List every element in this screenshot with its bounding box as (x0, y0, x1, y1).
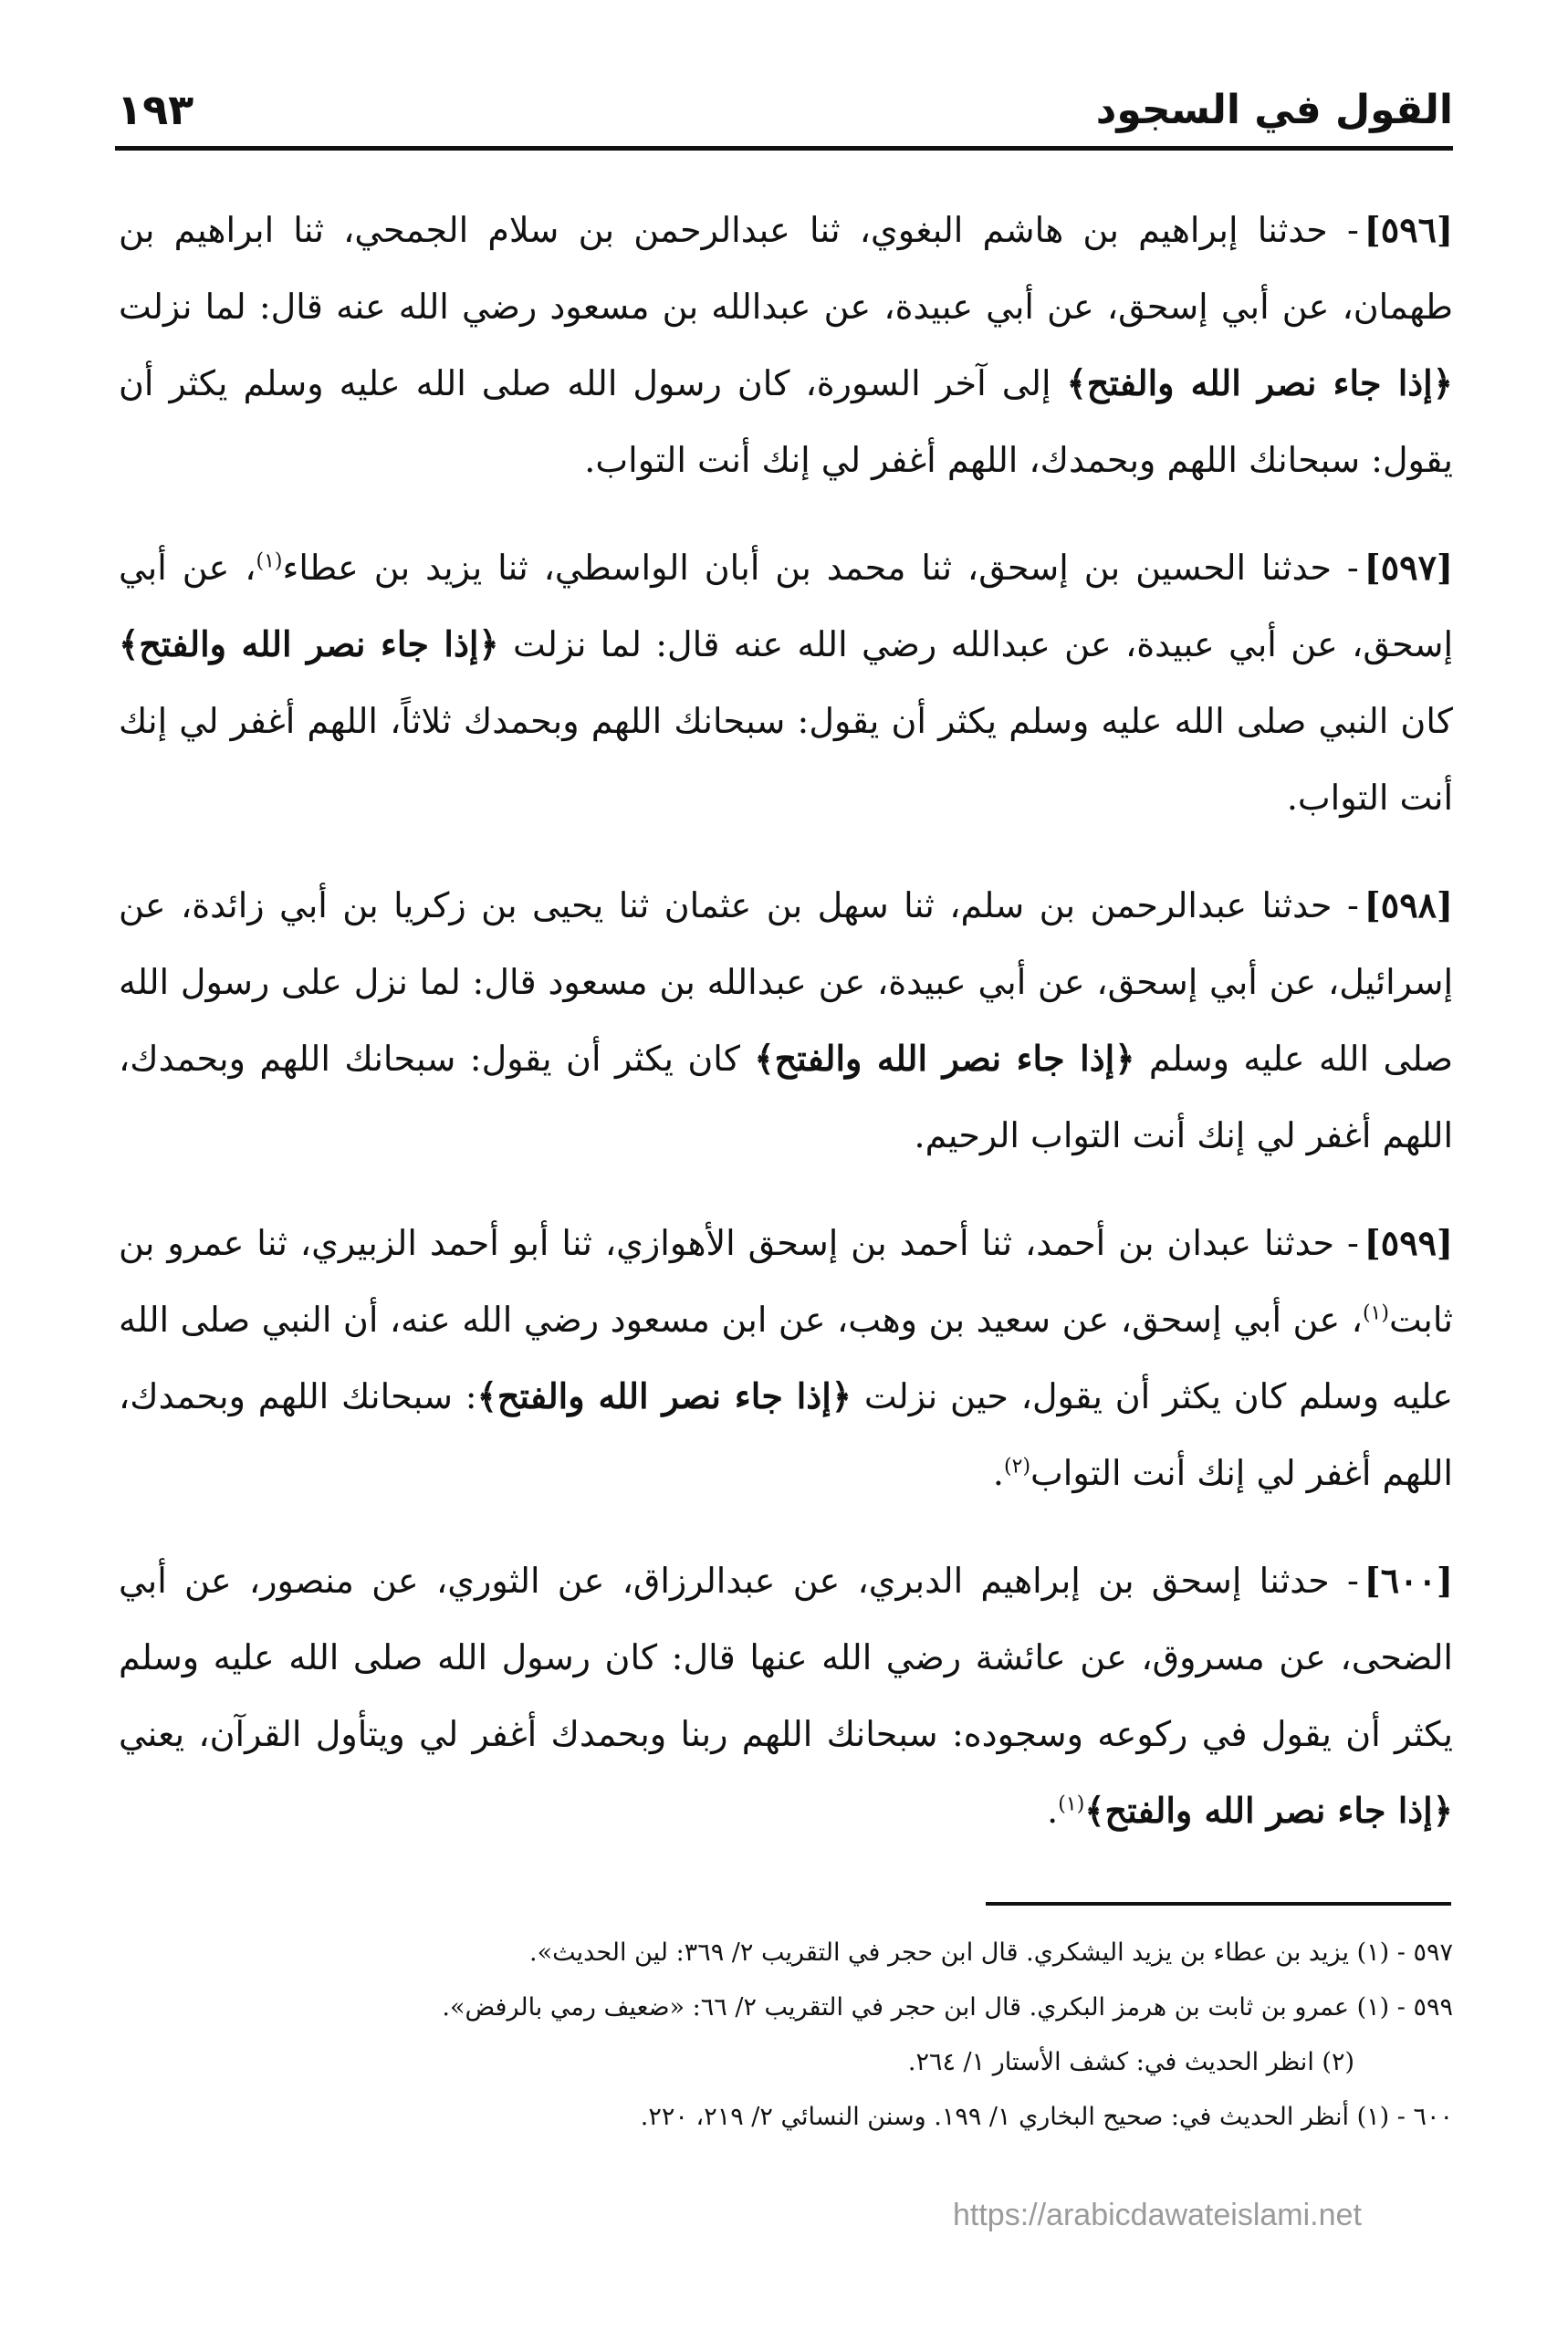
hadith-text: : سبحانك اللهم وبحمدك، اللهم أغفر لي إنك أنت التواب (119, 1376, 1453, 1493)
page-header (117, 64, 1453, 155)
footnote-ref: (١) (256, 549, 283, 573)
hadith-text: كان النبي صلى الله عليه وسلم يكثر أن يقول: سبحانك اللهم وبحمدك ثلاثاً، اللهم أغفر لي إنك أنت التواب. (119, 701, 1453, 818)
hadith-598 (119, 867, 1453, 1174)
quran-quote: ﴿إذا جاء نصر الله والفتح﴾ (1066, 362, 1453, 403)
footnote-600-1: ٦٠٠ - (١) أنظر الحديث في: صحيح البخاري ١/ ١٩٩. وسنن النسائي ٢/ ٢١٩، ٢٢٠. (640, 2103, 1453, 2131)
chapter-title: القول في السجود (1095, 86, 1453, 133)
hadith-597 (119, 529, 1453, 836)
header-divider (115, 146, 1453, 151)
hadith-text: . (992, 1453, 1005, 1493)
hadith-599 (119, 1205, 1453, 1511)
quran-quote: ﴿إذا جاء نصر الله والفتح﴾ (476, 1375, 852, 1416)
footnote-ref: (٢) (1004, 1455, 1031, 1479)
footnote-ref: (١) (1362, 1301, 1389, 1325)
quran-quote: ﴿إذا جاء نصر الله والفتح﴾ (119, 623, 499, 664)
hadith-number: [٥٩٨] (1364, 884, 1453, 925)
footnote-597-1: ٥٩٧ - (١) يزيد بن عطاء بن يزيد اليشكري. قال ابن حجر في التقريب ٢/ ٣٦٩: لين الحديث». (529, 1938, 1453, 1967)
quran-quote: ﴿إذا جاء نصر الله والفتح﴾ (754, 1038, 1135, 1079)
footnote-599-1: ٥٩٩ - (١) عمرو بن ثابت بن هرمز البكري. قال ابن حجر في التقريب ٢/ ٦٦: «ضعيف رمي بالرفض». (442, 1993, 1453, 2022)
hadith-number: [٥٩٧] (1364, 547, 1453, 588)
hadith-text: - حدثنا عبدالرحمن بن سلم، ثنا سهل بن عثمان ثنا يحيى بن زكريا بن أبي زائدة، عن إسرائيل، عن أبي إسحق، عن أبي عبيدة، عن عبدالله بن مسعود قال: لما نزل على رسول الله صلى الله عليه وسلم (119, 885, 1453, 1079)
footnote-ref: (١) (1058, 1792, 1085, 1816)
hadith-number: [٥٩٩] (1364, 1222, 1453, 1263)
hadith-text: - حدثنا إسحق بن إبراهيم الدبري، عن عبدالرزاق، عن الثوري، عن منصور، عن أبي الضحى، عن مسروق، عن عائشة رضي الله عنها قال: كان رسول الله صلى الله عليه وسلم يكثر أن يقول في ركوعه وسجوده: سبحانك اللهم ربنا وبحمدك أغفر لي ويتأول القرآن، يعني (119, 1561, 1453, 1754)
hadith-number: [٦٠٠] (1364, 1560, 1453, 1601)
hadith-text: - حدثنا عبدان بن أحمد، ثنا أحمد بن إسحق الأهوازي، ثنا أبو أحمد الزبيري، ثنا عمرو بن ثابت (119, 1223, 1453, 1340)
hadith-text: إلى آخر السورة، كان رسول الله صلى الله عليه وسلم يكثر أن يقول: سبحانك اللهم وبحمدك، اللهم أغفر لي إنك أنت التواب. (119, 363, 1453, 480)
hadith-text: ، عن أبي إسحق، عن سعيد بن وهب، عن ابن مسعود رضي الله عنه، أن النبي صلى الله عليه وسلم كان يكثر أن يقول، حين نزلت (119, 1300, 1453, 1416)
hadith-text: كان يكثر أن يقول: سبحانك اللهم وبحمدك، اللهم أغفر لي إنك أنت التواب الرحيم. (119, 1039, 1453, 1155)
hadith-600 (119, 1542, 1453, 1849)
footnote-599-2: (٢) انظر الحديث في: كشف الأستار ١/ ٢٦٤. (907, 2048, 1354, 2076)
hadith-text: - حدثنا إبراهيم بن هاشم البغوي، ثنا عبدالرحمن بن سلام الجمحي، ثنا ابراهيم بن طهمان، عن أبي إسحق، عن أبي عبيدة، عن عبدالله بن مسعود رضي الله عنه قال: لما نزلت (119, 210, 1453, 327)
hadith-596 (119, 192, 1453, 498)
quran-quote: ﴿إذا جاء نصر الله والفتح﴾ (1084, 1790, 1453, 1831)
watermark-url: https://arabicdawateislami.net (953, 2198, 1362, 2232)
hadith-number: [٥٩٦] (1364, 209, 1453, 250)
hadith-text: . (1047, 1791, 1059, 1831)
footnote-divider (986, 1902, 1451, 1906)
page-number: ١٩٣ (117, 85, 194, 134)
main-text (119, 192, 1453, 1880)
hadith-text: ، عن أبي إسحق، عن أبي عبيدة، عن عبدالله رضي الله عنه قال: لما نزلت (119, 548, 1453, 664)
hadith-text: - حدثنا الحسين بن إسحق، ثنا محمد بن أبان الواسطي، ثنا يزيد بن عطاء (282, 548, 1359, 588)
footnotes (119, 1926, 1453, 2145)
